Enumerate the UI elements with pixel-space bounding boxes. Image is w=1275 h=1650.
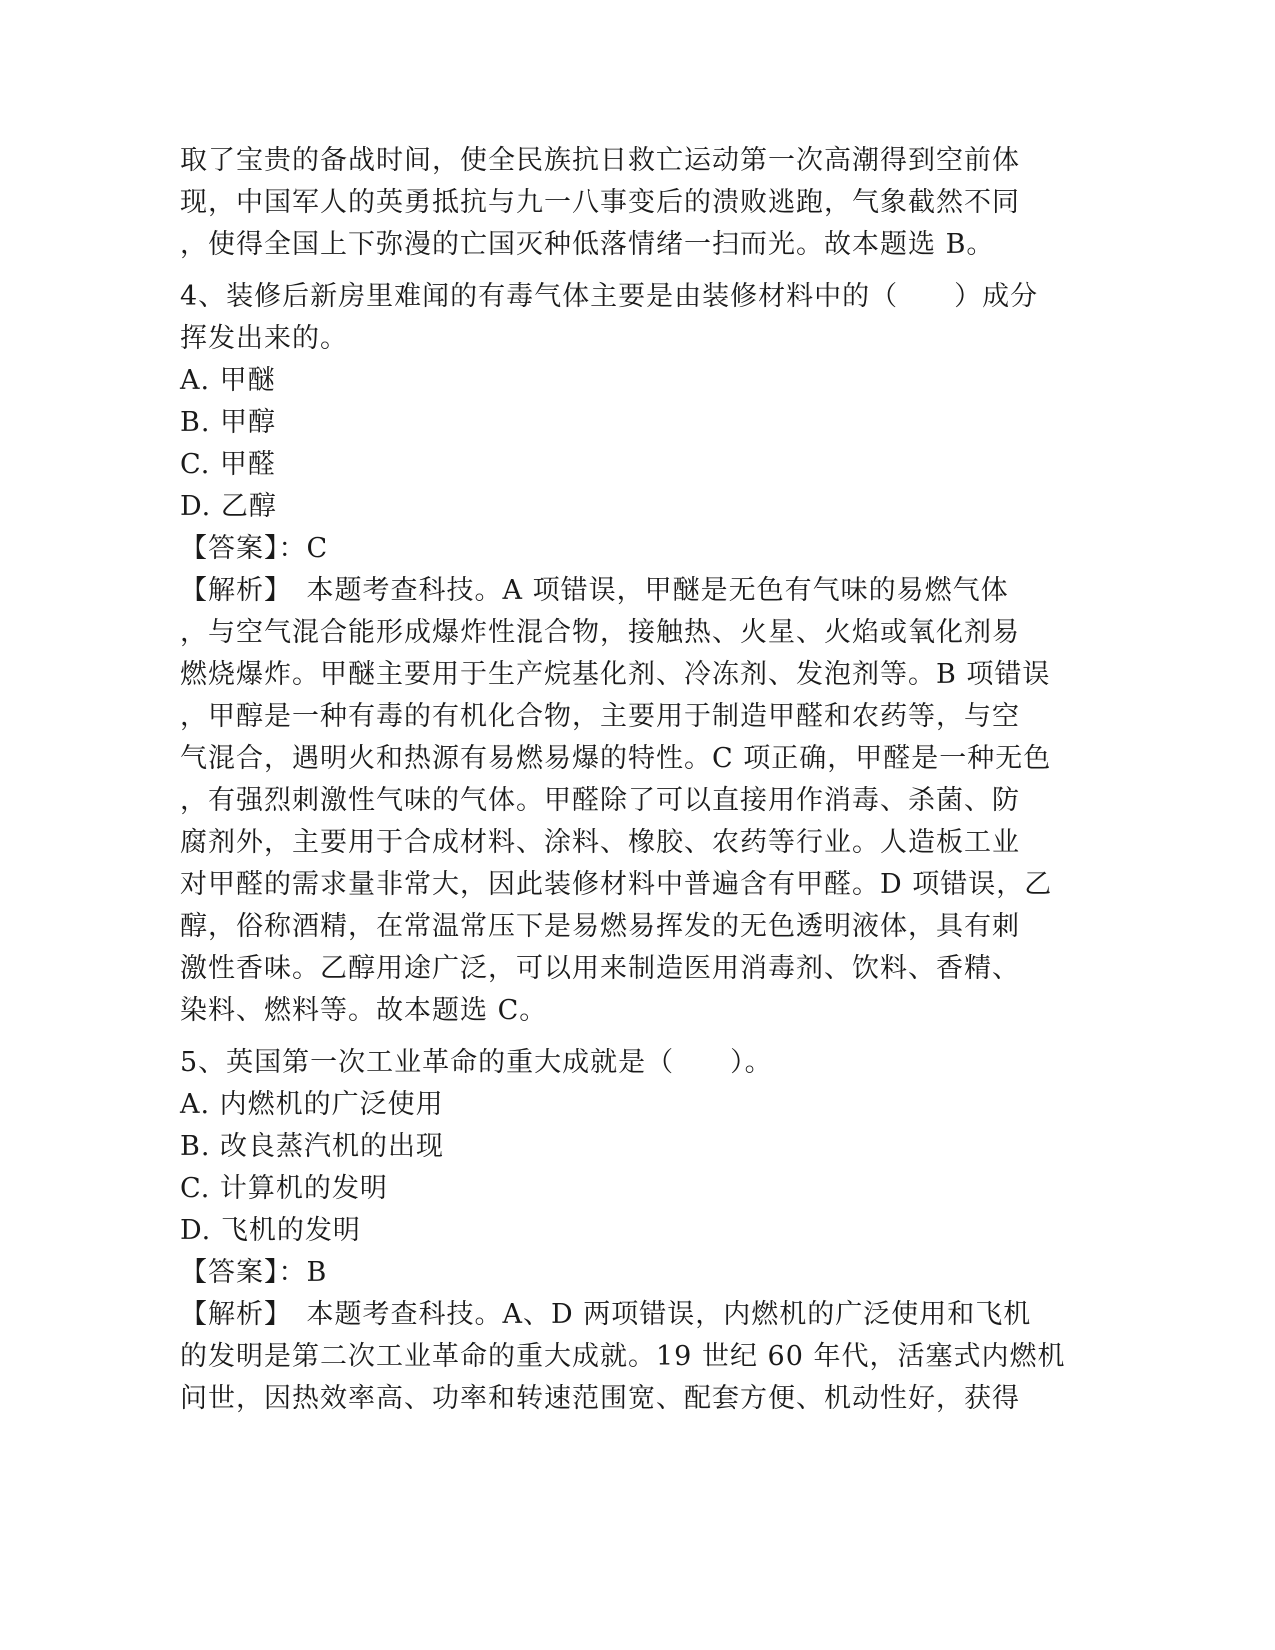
explanation-line: 【解析】 本题考查科技。A 项错误，甲醚是无色有气味的易燃气体 bbox=[180, 575, 1009, 606]
explanation-line: ，与空气混合能形成爆炸性混合物，接触热、火星、火焰或氧化剂易 bbox=[180, 617, 1020, 648]
option-c: C. 计算机的发明 bbox=[180, 1173, 388, 1204]
question-5 bbox=[180, 1042, 1066, 1420]
explanation-line: 腐剂外，主要用于合成材料、涂料、橡胶、农药等行业。人造板工业 bbox=[180, 827, 1020, 858]
explanation-line: 染料、燃料等。故本题选 C。 bbox=[180, 995, 548, 1026]
option-a: A. 内燃机的广泛使用 bbox=[180, 1089, 444, 1120]
explanation-line: 气混合，遇明火和热源有易燃易爆的特性。C 项正确，甲醛是一种无色 bbox=[180, 743, 1052, 774]
previous-explanation-tail bbox=[180, 140, 1040, 266]
option-b: B. 甲醇 bbox=[180, 407, 277, 438]
option-d: D. 乙醇 bbox=[180, 491, 277, 522]
question-stem: 5、英国第一次工业革命的重大成就是（ ）。 bbox=[180, 1047, 773, 1078]
option-d: D. 飞机的发明 bbox=[180, 1215, 361, 1246]
document-page bbox=[180, 140, 1066, 1420]
explanation-line: ，甲醇是一种有毒的有机化合物，主要用于制造甲醛和农药等，与空 bbox=[180, 701, 1020, 732]
answer: 【答案】：B bbox=[180, 1257, 328, 1288]
explanation-line: 激性香味。乙醇用途广泛，可以用来制造医用消毒剂、饮料、香精、 bbox=[180, 953, 1020, 984]
text-line: 取了宝贵的备战时间，使全民族抗日救亡运动第一次高潮得到空前体 bbox=[180, 145, 1020, 176]
explanation-line: 对甲醛的需求量非常大，因此装修材料中普遍含有甲醛。D 项错误，乙 bbox=[180, 869, 1053, 900]
answer: 【答案】：C bbox=[180, 533, 329, 564]
option-c: C. 甲醛 bbox=[180, 449, 276, 480]
option-b: B. 改良蒸汽机的出现 bbox=[180, 1131, 445, 1162]
question-stem: 挥发出来的。 bbox=[180, 323, 348, 354]
option-a: A. 甲醚 bbox=[180, 365, 276, 396]
explanation-line: 燃烧爆炸。甲醚主要用于生产烷基化剂、冷冻剂、发泡剂等。B 项错误 bbox=[180, 659, 1051, 690]
question-4 bbox=[180, 276, 1053, 1032]
text-line: 现，中国军人的英勇抵抗与九一八事变后的溃败逃跑，气象截然不同 bbox=[180, 187, 1020, 218]
explanation-line: 问世，因热效率高、功率和转速范围宽、配套方便、机动性好，获得 bbox=[180, 1383, 1020, 1414]
explanation-line: 【解析】 本题考查科技。A、D 两项错误，内燃机的广泛使用和飞机 bbox=[180, 1299, 1032, 1330]
question-stem: 4、装修后新房里难闻的有毒气体主要是由装修材料中的（ ）成分 bbox=[180, 281, 1039, 312]
explanation-line: ，有强烈刺激性气味的气体。甲醛除了可以直接用作消毒、杀菌、防 bbox=[180, 785, 1020, 816]
explanation-line: 的发明是第二次工业革命的重大成就。19 世纪 60 年代，活塞式内燃机 bbox=[180, 1341, 1066, 1372]
text-line: ，使得全国上下弥漫的亡国灭种低落情绪一扫而光。故本题选 B。 bbox=[180, 229, 995, 260]
explanation-line: 醇，俗称酒精，在常温常压下是易燃易挥发的无色透明液体，具有刺 bbox=[180, 911, 1020, 942]
